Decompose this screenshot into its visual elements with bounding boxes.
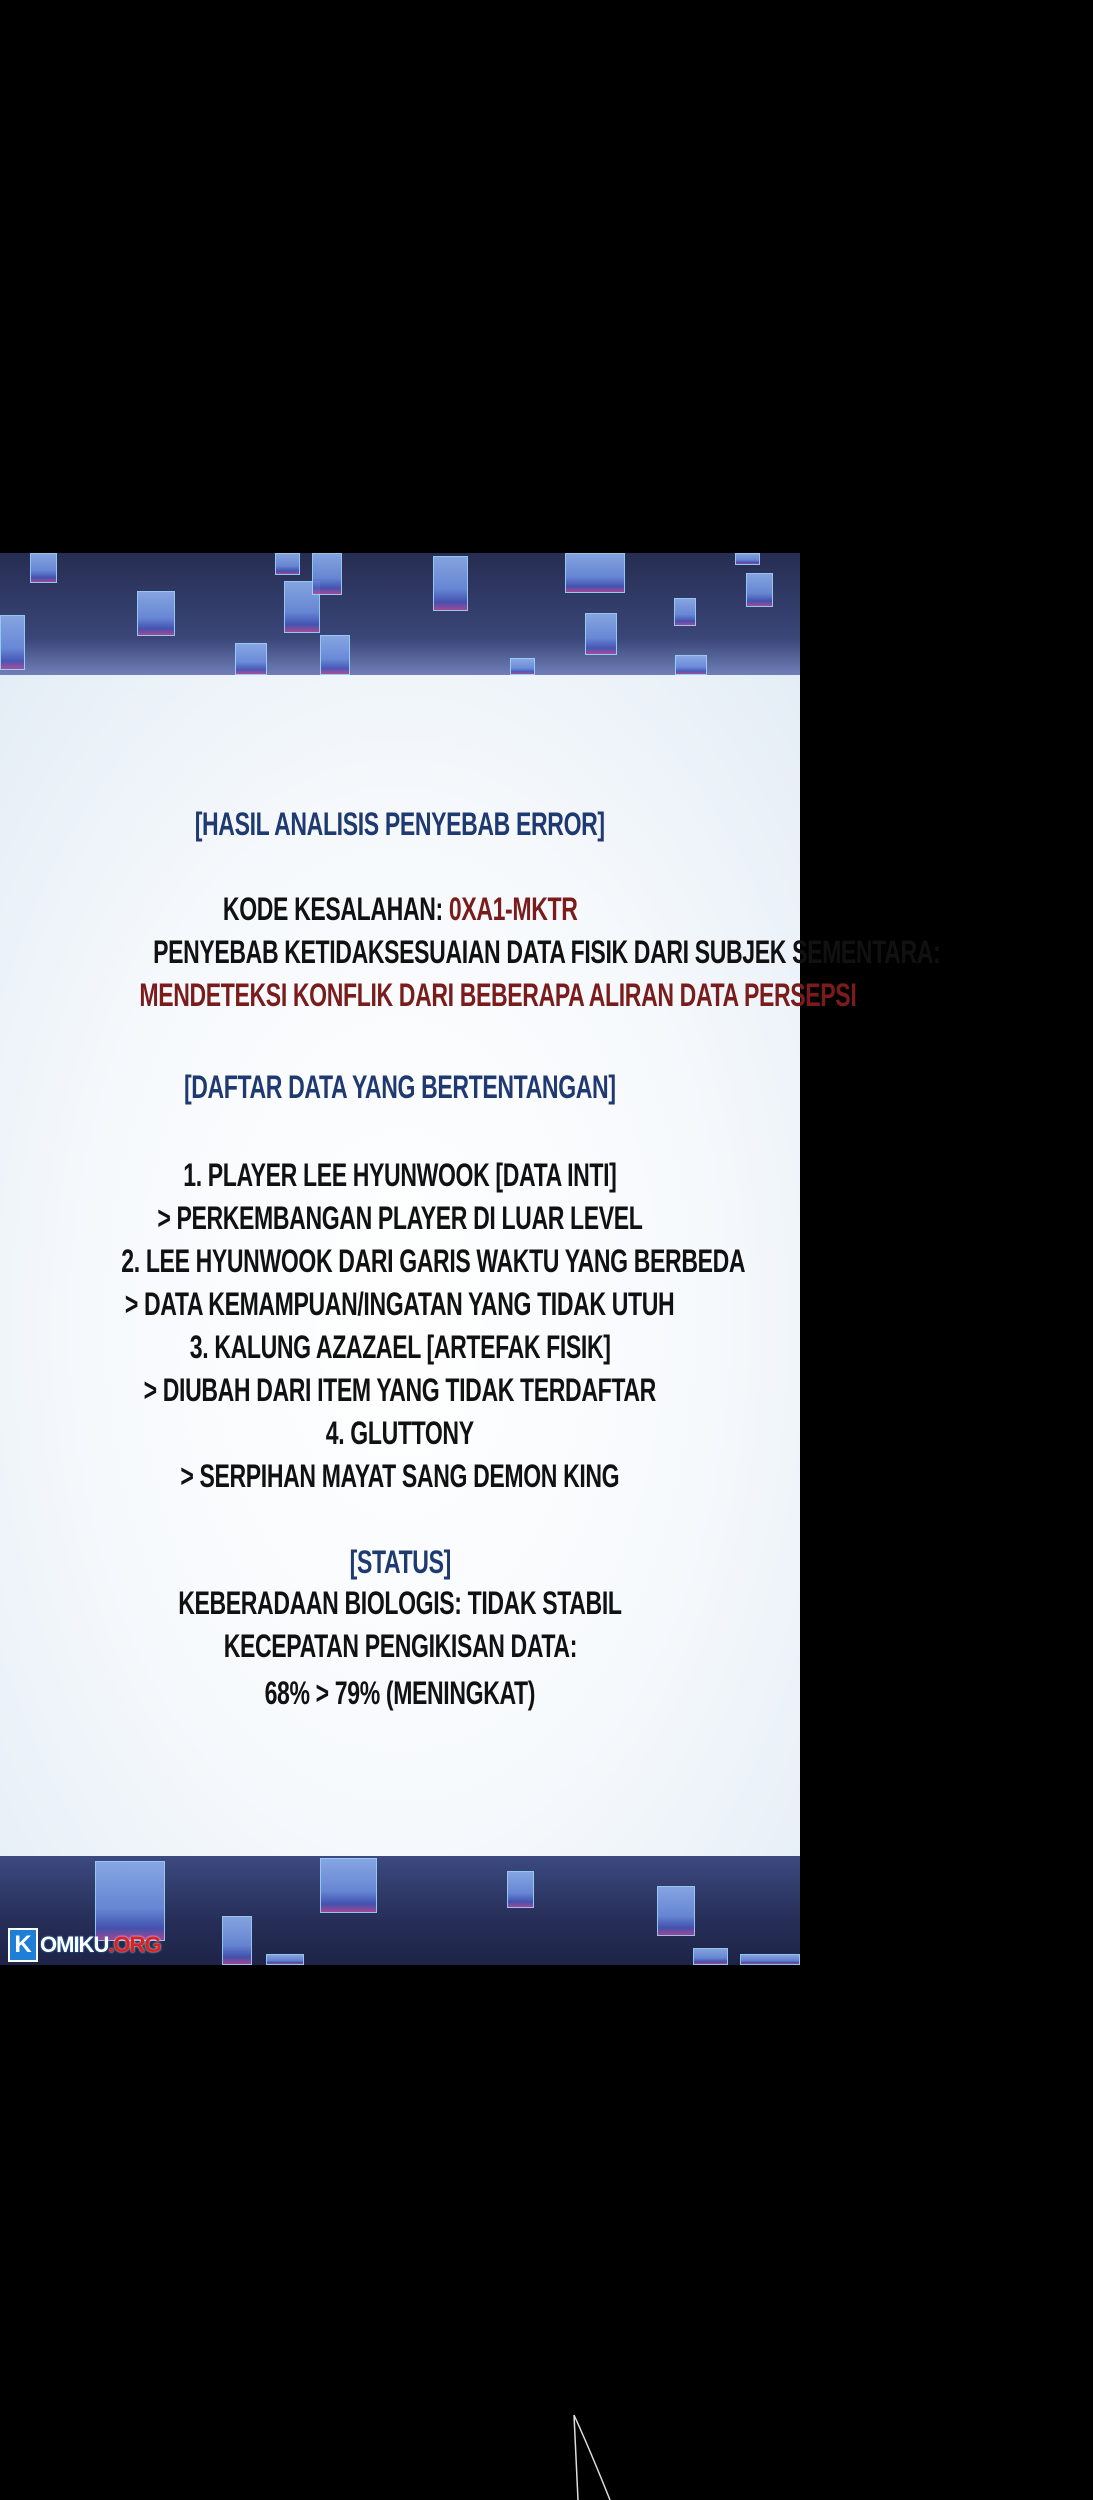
list-item: > SERPIHAN MAYAT SANG DEMON KING bbox=[180, 1458, 620, 1494]
drawn-stroke bbox=[570, 2410, 630, 2500]
system-panel bbox=[0, 553, 941, 1965]
list-item: > PERKEMBANGAN PLAYER DI LUAR LEVEL bbox=[157, 1200, 643, 1236]
cube-background-top bbox=[0, 553, 800, 675]
list-item: 3. KALUNG AZAZAEL [ARTEFAK FISIK] bbox=[189, 1329, 611, 1365]
status-line: KEBERADAAN BIOLOGIS: TIDAK STABIL bbox=[178, 1585, 622, 1621]
list-item: 1. PLAYER LEE HYUNWOOK [DATA INTI] bbox=[183, 1157, 617, 1193]
list-item: 2. LEE HYUNWOOK DARI GARIS WAKTU YANG BERBEDA bbox=[121, 1243, 746, 1279]
cause-value: MENDETEKSI KONFLIK DARI BEBERAPA ALIRAN DATA PERSEPSI bbox=[139, 977, 857, 1013]
analysis-title: [HASIL ANALISIS PENYEBAB ERROR] bbox=[195, 806, 605, 842]
error-code: KODE KESALAHAN: 0XA1-MKTR bbox=[222, 891, 578, 927]
list-item: > DATA KEMAMPUAN/INGATAN YANG TIDAK UTUH bbox=[125, 1286, 675, 1322]
error-code-value: 0XA1-MKTR bbox=[448, 891, 578, 927]
list-item: 4. GLUTTONY bbox=[326, 1415, 474, 1451]
status-line: KECEPATAN PENGIKISAN DATA: bbox=[223, 1628, 577, 1664]
status-line: 68% > 79% (MENINGKAT) bbox=[264, 1675, 536, 1711]
status-heading: [STATUS] bbox=[349, 1544, 451, 1580]
list-item: > DIUBAH DARI ITEM YANG TIDAK TERDAFTAR bbox=[143, 1372, 657, 1408]
conflict-heading: [DAFTAR DATA YANG BERTENTANGAN] bbox=[184, 1069, 616, 1105]
cause-label: PENYEBAB KETIDAKSESUAIAN DATA FISIK DARI SUBJEK SEMENTARA: bbox=[153, 934, 941, 970]
watermark-logo: K OMIKU .ORG bbox=[8, 1928, 161, 1962]
